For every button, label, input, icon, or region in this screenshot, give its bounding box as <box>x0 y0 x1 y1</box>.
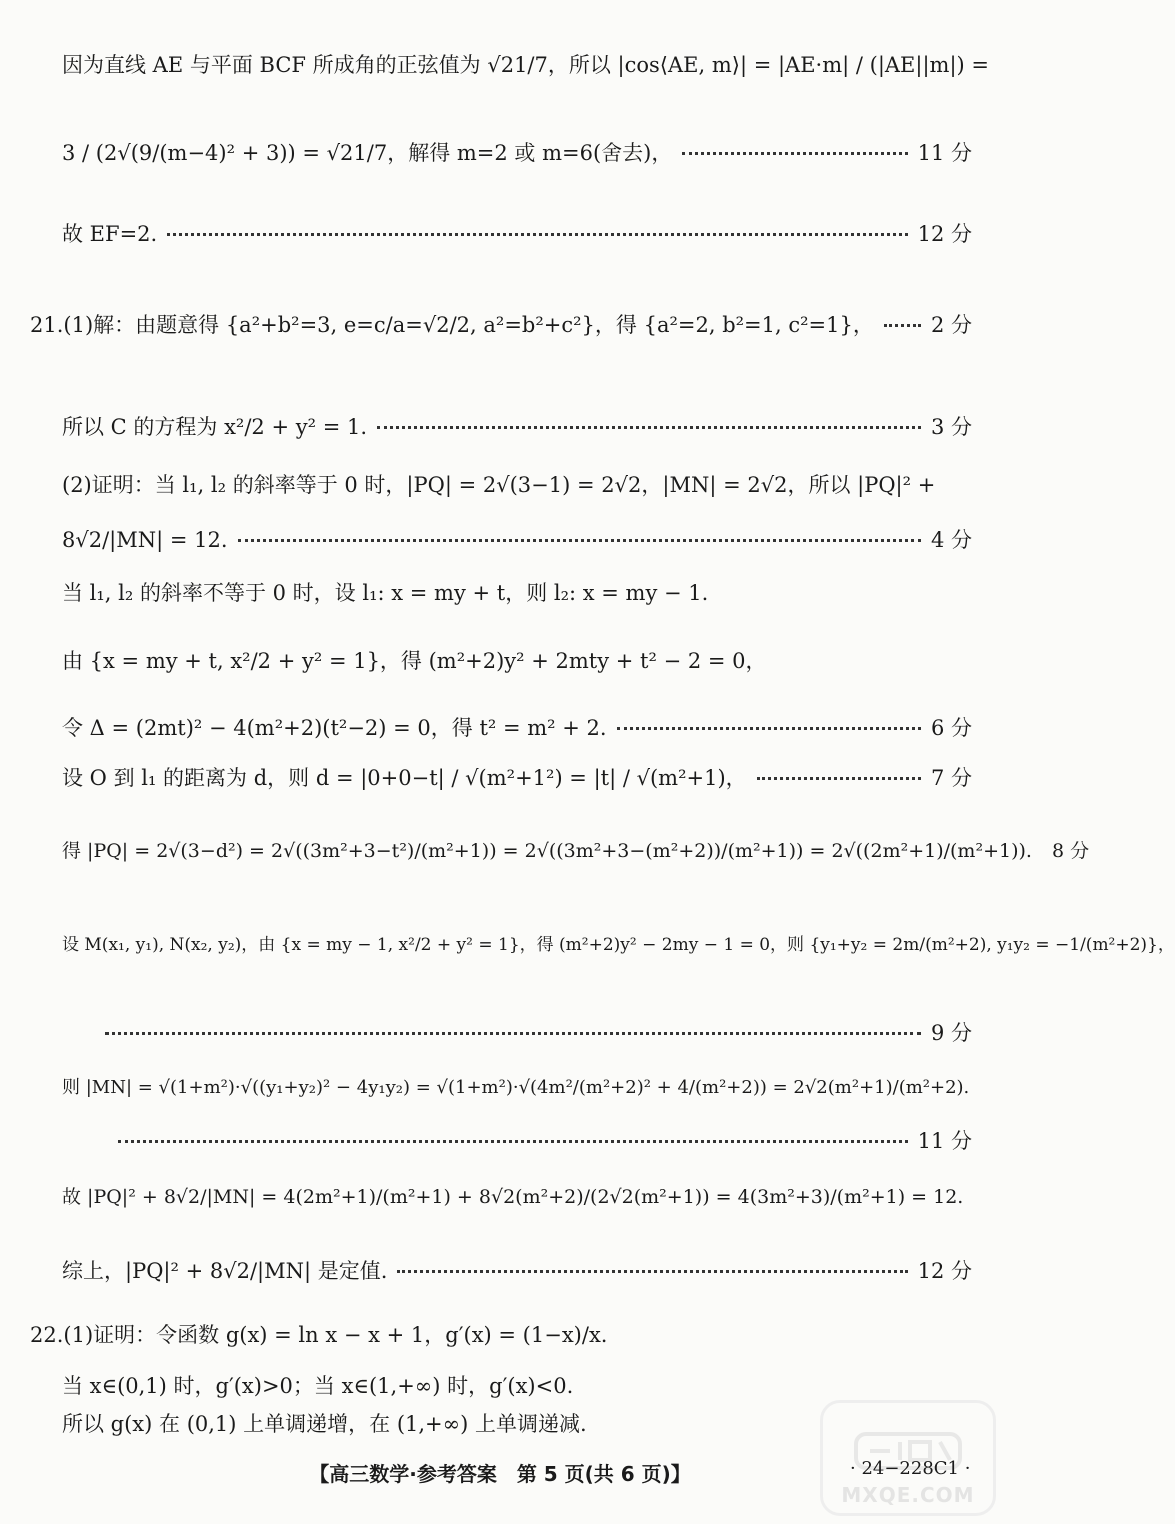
score: 7 分 <box>930 766 972 790</box>
line-13 <box>62 935 1175 956</box>
line-19 <box>30 1322 972 1348</box>
line-2 <box>62 140 972 166</box>
dot-leader <box>118 1140 908 1143</box>
line-content: 得 |PQ| = 2√(3−d²) = 2√((3m²+3−t²)/(m²+1)) = 2√((3m²+3−(m²+2))/(m²+1)) = 2√((2m²+1)/(m²+1)). <box>62 840 1032 862</box>
line-content: 所以 C 的方程为 x²/2 + y² = 1. <box>62 415 368 439</box>
score: 11 分 <box>917 141 972 165</box>
line-content: 21.(1)解：由题意得 {a²+b²=3, e=c/a=√2/2, a²=b²+c²}，得 {a²=2, b²=1, c²=1}， <box>30 313 874 337</box>
paper-code: · 24−228C1 · <box>850 1458 971 1479</box>
dot-leader <box>105 1032 921 1035</box>
line-16 <box>118 1128 972 1154</box>
dot-leader <box>377 426 921 429</box>
line-content: (2)证明：当 l₁, l₂ 的斜率等于 0 时，|PQ| = 2√(3−1) = 2√2，|MN| = 2√2，所以 |PQ|² + <box>62 473 936 497</box>
line-11 <box>62 765 972 791</box>
line-17 <box>62 1186 972 1210</box>
line-9 <box>62 648 972 674</box>
line-14 <box>105 1020 972 1046</box>
line-content: 综上，|PQ|² + 8√2/|MN| 是定值. <box>62 1259 388 1283</box>
score: 6 分 <box>930 716 972 740</box>
line-20 <box>62 1373 972 1399</box>
line-content: 22.(1)证明：令函数 g(x) = ln x − x + 1，g′(x) = (1−x)/x. <box>30 1323 608 1347</box>
line-15 <box>62 1077 972 1100</box>
line-content: 故 |PQ|² + 8√2/|MN| = 4(2m²+1)/(m²+1) + 8√2(m²+2)/(2√2(m²+1)) = 4(3m²+3)/(m²+1) = 12. <box>62 1186 964 1208</box>
line-content: 设 M(x₁, y₁), N(x₂, y₂)，由 {x = my − 1, x²/2 + y² = 1}，得 (m²+2)y² − 2my − 1 = 0，则 {y₁+y₂ = 2m/(m²+2), y₁y₂ = −1/(m²+2)}， <box>62 935 1175 955</box>
dot-leader <box>167 233 907 236</box>
dot-leader <box>682 152 907 155</box>
line-content: 所以 g(x) 在 (0,1) 上单调递增，在 (1,+∞) 上单调递减. <box>62 1412 587 1436</box>
score: 3 分 <box>930 415 972 439</box>
line-content: 3 / (2√(9/(m−4)² + 3)) = √21/7，解得 m=2 或 m=6(舍去)， <box>62 141 673 165</box>
score: 11 分 <box>917 1129 972 1153</box>
line-content: 当 x∈(0,1) 时，g′(x)>0；当 x∈(1,+∞) 时，g′(x)<0. <box>62 1374 574 1398</box>
score: 8 分 <box>1051 840 1090 862</box>
line-4 <box>30 312 972 338</box>
line-7 <box>62 527 972 553</box>
line-content: 令 Δ = (2mt)² − 4(m²+2)(t²−2) = 0，得 t² = m² + 2. <box>62 716 607 740</box>
line-8 <box>62 580 972 606</box>
watermark-text: MXQE.COM <box>841 1483 975 1507</box>
score: 12 分 <box>917 1259 972 1283</box>
line-content: 设 O 到 l₁ 的距离为 d，则 d = |0+0−t| / √(m²+1²) = |t| / √(m²+1)， <box>62 766 747 790</box>
score: 2 分 <box>930 313 972 337</box>
dot-leader <box>884 324 921 327</box>
line-content: 因为直线 AE 与平面 BCF 所成角的正弦值为 √21/7，所以 |cos⟨AE, m⟩| = |AE·m| / (|AE||m|) = <box>62 53 989 77</box>
line-6 <box>62 472 972 498</box>
dot-leader <box>238 539 921 542</box>
score: 4 分 <box>930 528 972 552</box>
score: 9 分 <box>930 1021 972 1045</box>
line-content: 故 EF=2. <box>62 222 158 246</box>
line-18 <box>62 1258 972 1284</box>
line-content: 8√2/|MN| = 12. <box>62 528 228 552</box>
line-12 <box>62 840 1090 864</box>
line-1 <box>62 52 989 78</box>
line-content: 当 l₁, l₂ 的斜率不等于 0 时，设 l₁: x = my + t，则 l₂: x = my − 1. <box>62 581 709 605</box>
line-3 <box>62 221 972 247</box>
line-5 <box>62 414 972 440</box>
page-footer: 【高三数学·参考答案 第 5 页(共 6 页)】 <box>309 1462 691 1486</box>
score: 12 分 <box>917 222 972 246</box>
line-content: 则 |MN| = √(1+m²)·√((y₁+y₂)² − 4y₁y₂) = √(1+m²)·√(4m²/(m²+2)² + 4/(m²+2)) = 2√2(m²+1)/(m²+2). <box>62 1077 970 1098</box>
line-content: 由 {x = my + t, x²/2 + y² = 1}，得 (m²+2)y² + 2mty + t² − 2 = 0， <box>62 649 767 673</box>
dot-leader <box>397 1270 907 1273</box>
line-10 <box>62 715 972 741</box>
dot-leader <box>757 777 921 780</box>
dot-leader <box>617 727 921 730</box>
